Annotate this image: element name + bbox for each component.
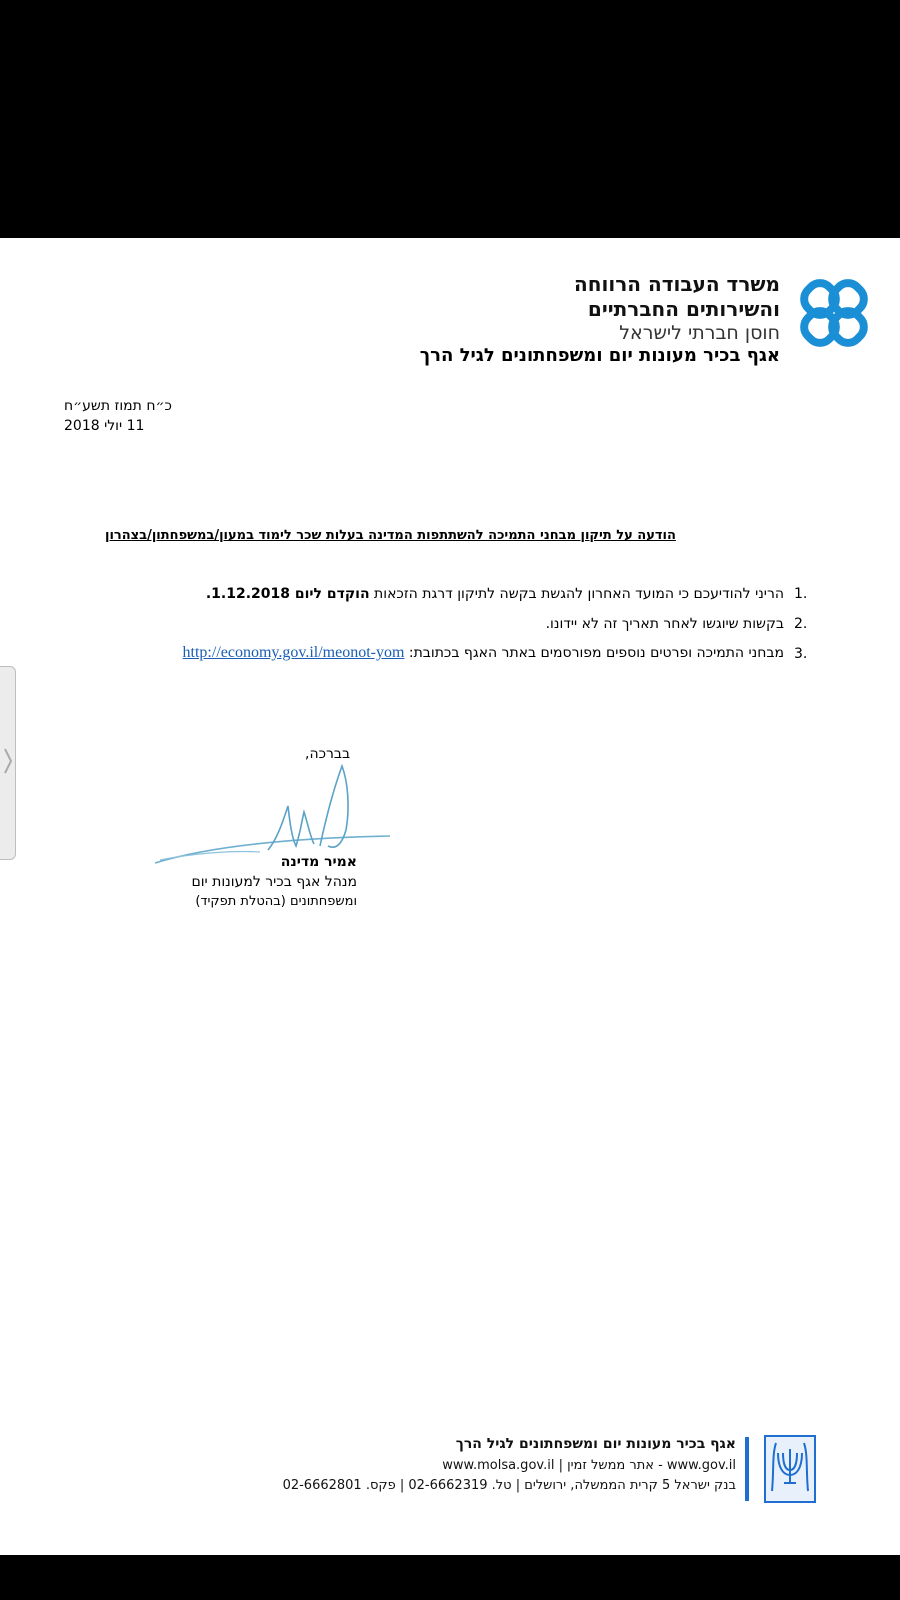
item-text: הריני להודיעכם כי המועד האחרון להגשת בקשה לתיקון דרגת הזכאות: [369, 586, 784, 602]
side-panel-handle[interactable]: [0, 666, 16, 860]
signer-role-line1: מנהל אגף בכיר למעונות יום: [191, 874, 357, 890]
footer-divider: [745, 1437, 749, 1501]
footer-websites: www.molsa.gov.il | אתר ממשל זמין - www.gov.il: [442, 1458, 736, 1473]
ministry-logo-icon: [797, 276, 871, 350]
letter-title: הודעה על תיקון מבחני התמיכה להשתתפות המדינה בעלות שכר לימוד במעון/במשפחתון/בצהרון: [105, 528, 676, 543]
item-bold-text: הוקדם ליום 1.12.2018.: [205, 586, 370, 602]
list-item: [183, 644, 784, 662]
letter-date: [64, 396, 172, 436]
item-number: 2.: [794, 616, 808, 632]
ministry-name-line1: משרד העבודה הרווחה: [574, 272, 780, 296]
footer-division: אגף בכיר מעונות יום ומשפחתונים לגיל הרך: [455, 1436, 736, 1452]
item-number: 3.: [794, 646, 808, 662]
footer-address: בנק ישראל 5 קרית הממשלה, ירושלים | טל. 02-6662319 | פקס. 02-6662801: [282, 1478, 736, 1493]
list-item: [206, 586, 784, 602]
item-text: מבחני התמיכה ופרטים נוספים מפורסמים באתר האגף בכתובת:: [408, 645, 784, 661]
ministry-slogan: חוסן חברתי לישראל: [619, 322, 780, 344]
signer-role-line2: ומשפחתונים (בהטלת תפקיד): [195, 894, 357, 909]
list-item: בקשות שיוגשו לאחר תאריך זה לא יידונו.: [545, 616, 784, 632]
closing-greeting: בברכה,: [305, 746, 351, 762]
document-page: [0, 238, 900, 1555]
website-link[interactable]: http://economy.gov.il/meonot-yom: [182, 644, 405, 661]
division-name: אגף בכיר מעונות יום ומשפחתונים לגיל הרך: [419, 345, 780, 366]
hebrew-date: כ״ח תמוז תשע״ח: [64, 398, 172, 414]
gregorian-date: 11 יולי 2018: [64, 418, 145, 434]
ministry-name-line2: והשירותים החברתיים: [587, 297, 780, 321]
chevron-right-icon: [0, 667, 15, 859]
state-emblem-icon: [764, 1435, 816, 1503]
item-number: 1.: [794, 586, 808, 602]
ministry-name: [574, 272, 780, 322]
signer-block: [150, 852, 357, 912]
signer-name: אמיר מדינה: [280, 854, 357, 870]
